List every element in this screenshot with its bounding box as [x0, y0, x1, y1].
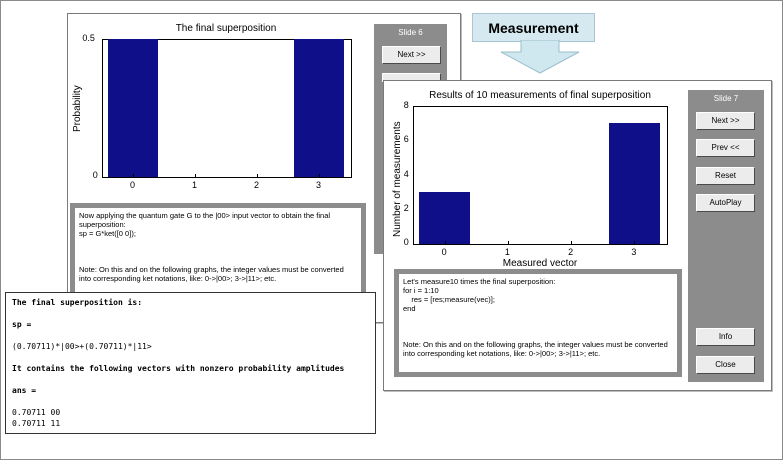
chart-title: Results of 10 measurements of final superposition — [429, 90, 651, 101]
bar-0 — [108, 39, 158, 177]
text-line: Note: On this and on the following graphs, the integer values must be converted — [79, 265, 344, 274]
console-line: (0.70711)*|00>+(0.70711)*|11> — [12, 342, 152, 351]
description-panel — [394, 269, 682, 377]
y-tick-label: 0 — [92, 170, 98, 180]
x-tick-label: 3 — [631, 247, 637, 257]
x-tick-mark — [133, 174, 134, 177]
console-line — [12, 330, 369, 341]
measurement-banner: Measurement — [472, 13, 595, 42]
y-tick-label: 2 — [403, 202, 409, 213]
text-line: into corresponding ket notations, like: 0->|00>; 3->|11>; etc. — [403, 349, 601, 358]
text-line: for i = 1:10 — [403, 286, 439, 295]
y-tick-label: 0.5 — [82, 33, 95, 43]
autoplay-button[interactable]: AutoPlay — [696, 194, 755, 212]
x-tick-label: 1 — [192, 180, 198, 190]
console-line: ans = — [12, 386, 37, 395]
console-line: The final superposition is: — [12, 298, 143, 307]
y-tick-label: 4 — [403, 168, 409, 179]
text-line — [403, 313, 673, 322]
description-text — [399, 274, 677, 372]
y-axis-label: Number of measurements — [392, 121, 403, 237]
console-line: 0.70711 11 — [12, 419, 61, 428]
x-tick-label: 0 — [441, 247, 447, 257]
command-window-output — [5, 292, 376, 434]
console-line — [12, 374, 369, 385]
slide-7-window — [383, 80, 772, 391]
text-line: Now applying the quantum gate G to the |00> input vector to obtain the final — [79, 211, 331, 220]
x-tick-mark — [445, 241, 446, 244]
x-tick-mark — [195, 174, 196, 177]
next-button[interactable]: Next >> — [382, 46, 441, 64]
text-line: Note: On this and on the following graphs, the integer values must be converted — [403, 340, 668, 349]
bar-3 — [609, 123, 660, 244]
text-line: Let's measure10 times the final superposition: — [403, 277, 556, 286]
y-tick-label: 0 — [403, 237, 409, 247]
console-line: It contains the following vectors with nonzero probability amplitudes — [12, 364, 345, 373]
down-arrow-icon — [500, 40, 580, 74]
chart-title: The final superposition — [175, 23, 277, 34]
control-sidebar — [688, 90, 764, 382]
console-line: 0.70711 00 — [12, 408, 61, 417]
info-button[interactable]: Info — [696, 328, 755, 346]
text-line: end — [403, 304, 416, 313]
x-tick-mark — [634, 241, 635, 244]
text-line — [403, 331, 673, 340]
text-line: res = [res;measure(vec)]; — [403, 295, 495, 304]
slide-number: Slide 6 — [398, 28, 423, 37]
text-line: superposition: — [79, 220, 126, 229]
text-line — [79, 238, 357, 247]
console-line: sp = — [12, 320, 32, 329]
x-tick-mark — [508, 241, 509, 244]
prev-button[interactable]: Prev << — [696, 139, 755, 157]
next-button[interactable]: Next >> — [696, 112, 755, 130]
x-tick-mark — [571, 241, 572, 244]
y-tick-label: 8 — [403, 100, 409, 110]
x-tick-label: 2 — [568, 247, 574, 257]
x-tick-label: 3 — [316, 180, 322, 190]
slide-number: Slide 7 — [713, 94, 739, 103]
bar-0 — [419, 192, 470, 244]
text-line: into corresponding ket notations, like: 0->|00>; 3->|11>; etc. — [79, 274, 277, 283]
text-line: sp = G*ket([0 0]); — [79, 229, 136, 238]
console-line — [12, 352, 369, 363]
reset-button[interactable]: Reset — [696, 167, 755, 185]
y-axis-label: Probability — [72, 85, 83, 132]
x-tick-label: 1 — [504, 247, 510, 257]
x-tick-mark — [319, 174, 320, 177]
y-tick-label: 6 — [403, 134, 409, 145]
text-line — [79, 247, 357, 256]
description-text — [75, 208, 361, 302]
close-button[interactable]: Close — [696, 356, 755, 374]
x-tick-label: 2 — [254, 180, 260, 190]
x-axis-label: Measured vector — [502, 258, 578, 269]
console-line — [12, 308, 369, 319]
x-tick-mark — [257, 174, 258, 177]
text-line — [79, 256, 357, 265]
console-line — [12, 396, 369, 407]
bar-3 — [294, 39, 344, 177]
text-line — [403, 322, 673, 331]
x-tick-label: 0 — [130, 180, 136, 190]
